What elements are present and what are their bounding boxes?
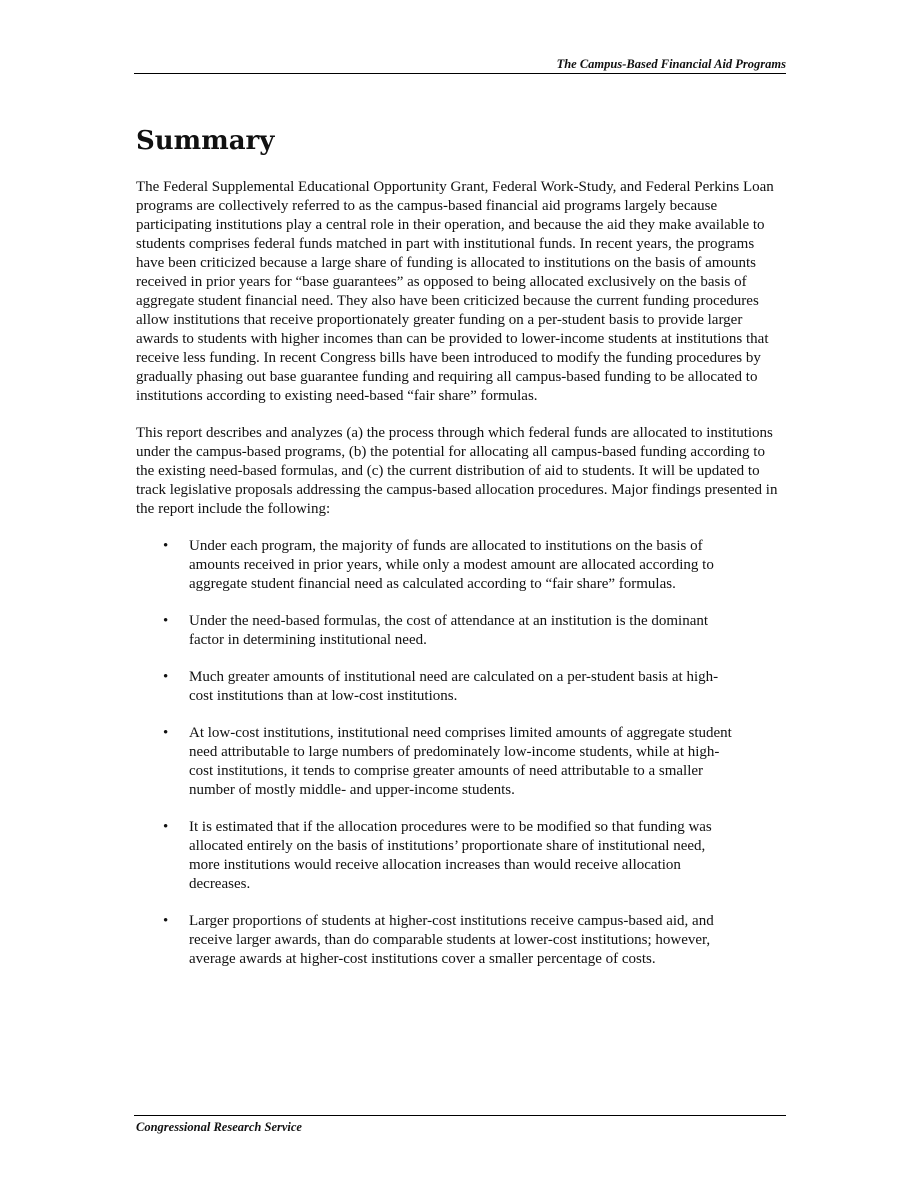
footer-divider <box>134 1115 786 1116</box>
running-footer: Congressional Research Service <box>136 1120 302 1134</box>
finding-text: Under each program, the majority of funds are allocated to institutions on the basis of amounts received in prior years, while only a modest amount are allocated according to aggregate student financial need as calculated according to “fair share” formulas. <box>189 538 714 592</box>
bullet-icon: • <box>163 913 169 929</box>
header-divider <box>134 73 786 74</box>
finding-item-6 <box>136 912 739 969</box>
finding-text: Under the need-based formulas, the cost of attendance at an institution is the dominant factor in determining institutional need. <box>189 613 709 648</box>
finding-item-1 <box>136 537 739 594</box>
finding-item-2 <box>136 612 739 650</box>
bullet-icon: • <box>163 613 169 629</box>
finding-text: Larger proportions of students at higher-cost institutions receive campus-based aid, and receive larger awards, than do comparable students at lower-cost institutions; however, average awards at higher-cost institutions cover a smaller percentage of costs. <box>189 913 714 967</box>
bullet-icon: • <box>163 725 169 741</box>
finding-item-3 <box>136 668 739 706</box>
summary-body <box>136 178 786 987</box>
bullet-icon: • <box>163 538 169 554</box>
major-findings-list <box>136 537 786 969</box>
bullet-icon: • <box>163 819 169 835</box>
report-scope-paragraph: This report describes and analyzes (a) the process through which federal funds are allocated to institutions under the campus-based programs, (b) the potential for allocating all campus-based funding according to the existing need-based formulas, and (c) the current distribution of aid to students. It will be updated to track legislative proposals addressing the campus-based allocation procedures. Major findings presented in the report include the following: <box>136 425 778 517</box>
page-title: Summary <box>136 126 275 156</box>
finding-item-5 <box>136 818 739 894</box>
finding-item-4 <box>136 724 739 800</box>
intro-paragraph: The Federal Supplemental Educational Opportunity Grant, Federal Work-Study, and Federal Perkins Loan programs are collectively referred to as the campus-based financial aid programs largely because participating institutions play a central role in their operation, and because the aid they make available to students comprises federal funds matched in part with institutional funds. In recent years, the programs have been criticized because a large share of funding is allocated to institutions on the basis of amounts received in prior years for “base guarantees” as opposed to being allocated exclusively on the basis of aggregate student financial need. They also have been criticized because the current funding procedures allow institutions that receive proportionately greater funding on a per-student basis to provide larger awards to students with higher incomes than can be provided to lower-income students at institutions that receive less funding. In recent Congress bills have been introduced to modify the funding procedures by gradually phasing out base guarantee funding and requiring all campus-based funding to be allocated to institutions according to existing need-based “fair share” formulas. <box>136 179 774 404</box>
finding-text: Much greater amounts of institutional need are calculated on a per-student basis at high-cost institutions than at low-cost institutions. <box>189 669 719 704</box>
running-header: The Campus-Based Financial Aid Programs <box>556 57 786 71</box>
finding-text: It is estimated that if the allocation procedures were to be modified so that funding was allocated entirely on the basis of institutions’ proportionate share of institutional need, more institutions would receive allocation increases than would receive allocation decreases. <box>189 819 712 892</box>
bullet-icon: • <box>163 669 169 685</box>
finding-text: At low-cost institutions, institutional need comprises limited amounts of aggregate student need attributable to large numbers of predominately low-income students, while at high-cost institutions, it tends to comprise greater amounts of need attributable to a smaller number of mostly middle- and upper-income students. <box>189 725 732 798</box>
